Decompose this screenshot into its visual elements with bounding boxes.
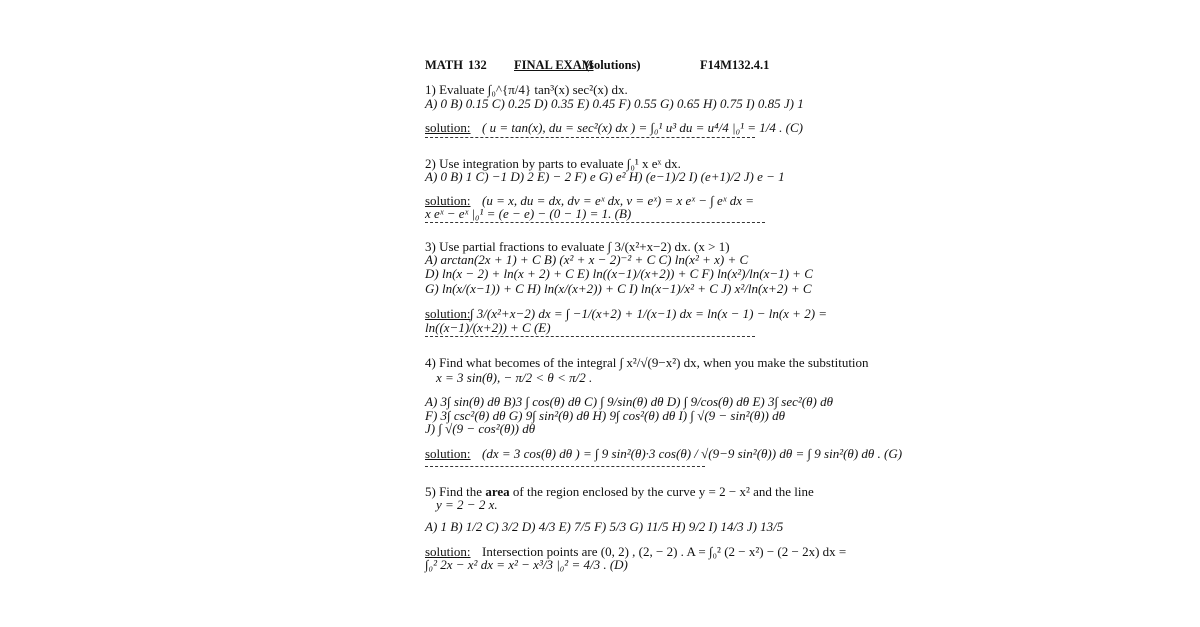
- q3-choice-line2: D) ln(x − 2) + ln(x + 2) + C E) ln((x−1)/(x+2)) + C F) ln(x²)/ln(x−1) + C: [425, 266, 813, 281]
- q2-solution-label: solution:: [425, 193, 471, 208]
- header-code: F14M132.4.1: [700, 58, 770, 72]
- q1-choices: A) 0 B) 0.15 C) 0.25 D) 0.35 E) 0.45 F) 0.55 G) 0.65 H) 0.75 I) 0.85 J) 1: [425, 96, 804, 111]
- q5-prompt-bold: area: [485, 484, 510, 499]
- q4-choice-line2: F) 3∫ csc²(θ) dθ G) 9∫ sin²(θ) dθ H) 9∫ cos²(θ) dθ I) ∫ √(9 − sin²(θ)) dθ: [425, 408, 786, 423]
- q5-solution-line2: ∫₀² 2x − x² dx = x² − x³/3 |₀² = 4/3 . (D): [425, 557, 628, 572]
- q4-prompt-line2: x = 3 sin(θ), − π/2 < θ < π/2 .: [436, 370, 593, 385]
- q2-solution-line1: (u = x, du = dx, dv = eˣ dx, v = eˣ) = x eˣ − ∫ eˣ dx =: [482, 193, 755, 208]
- q4-solution: (dx = 3 cos(θ) dθ ) = ∫ 9 sin²(θ)·3 cos(θ) / √(9−9 sin²(θ)) dθ = ∫ 9 sin²(θ) dθ . (G): [482, 446, 903, 461]
- q4-prompt-line1: 4) Find what becomes of the integral ∫ x²/√(9−x²) dx, when you make the substitution: [425, 355, 869, 370]
- header-course: MATH: [425, 58, 463, 72]
- q3-choice-line3: G) ln(x/(x−1)) + C H) ln(x/(x+2)) + C I) ln(x−1)/x² + C J) x²/ln(x+2) + C: [425, 281, 812, 296]
- q5-prompt-post: of the region enclosed by the curve y = 2 − x² and the line: [509, 484, 814, 499]
- header-subtitle: (solutions): [585, 58, 641, 72]
- divider: [425, 336, 755, 337]
- q5-prompt-pre: 5) Find the: [425, 484, 486, 499]
- q3-choice-line1: A) arctan(2x + 1) + C B) (x² + x − 2)⁻² + C C) ln(x² + x) + C: [425, 252, 749, 267]
- q1-solution: ( u = tan(x), du = sec²(x) dx ) = ∫₀¹ u³ du = u⁴/4 |₀¹ = 1/4 . (C): [482, 120, 803, 135]
- q1-solution-label: solution:: [425, 120, 471, 135]
- q1-prompt: 1) Evaluate ∫₀^{π/4} tan³(x) sec²(x) dx.: [425, 82, 628, 97]
- header-exam: FINAL EXAM: [514, 58, 594, 72]
- divider: [425, 466, 705, 467]
- q3-solution-label: solution:: [425, 306, 471, 321]
- q5-prompt-line2: y = 2 − 2 x.: [436, 497, 498, 512]
- q4-choice-line3: J) ∫ √(9 − cos²(θ)) dθ: [425, 421, 536, 436]
- q5-solution-label: solution:: [425, 544, 471, 559]
- q3-solution-line2: ln((x−1)/(x+2)) + C (E): [425, 320, 551, 335]
- q2-prompt: 2) Use integration by parts to evaluate ∫₀¹ x eˣ dx.: [425, 156, 681, 171]
- q2-solution-line2: x eˣ − eˣ |₀¹ = (e − e) − (0 − 1) = 1. (B): [425, 206, 632, 221]
- q4-solution-label: solution:: [425, 446, 471, 461]
- q5-choices: A) 1 B) 1/2 C) 3/2 D) 4/3 E) 7/5 F) 5/3 G) 11/5 H) 9/2 I) 14/3 J) 13/5: [425, 519, 784, 534]
- q4-choice-line1: A) 3∫ sin(θ) dθ B)3 ∫ cos(θ) dθ C) ∫ 9/sin(θ) dθ D) ∫ 9/cos(θ) dθ E) 3∫ sec²(θ) dθ: [425, 394, 833, 409]
- divider: [425, 137, 755, 138]
- header-number: 132: [468, 58, 487, 72]
- q5-solution-line1: Intersection points are (0, 2) , (2, − 2) . A = ∫₀² (2 − x²) − (2 − 2x) dx =: [482, 544, 847, 559]
- q3-prompt: 3) Use partial fractions to evaluate ∫ 3/(x²+x−2) dx. (x > 1): [425, 239, 730, 254]
- q2-choices: A) 0 B) 1 C) −1 D) 2 E) − 2 F) e G) e² H) (e−1)/2 I) (e+1)/2 J) e − 1: [425, 169, 785, 184]
- q3-solution-line1: ∫ 3/(x²+x−2) dx = ∫ −1/(x+2) + 1/(x−1) dx = ln(x − 1) − ln(x + 2) =: [470, 306, 828, 321]
- divider: [425, 222, 765, 223]
